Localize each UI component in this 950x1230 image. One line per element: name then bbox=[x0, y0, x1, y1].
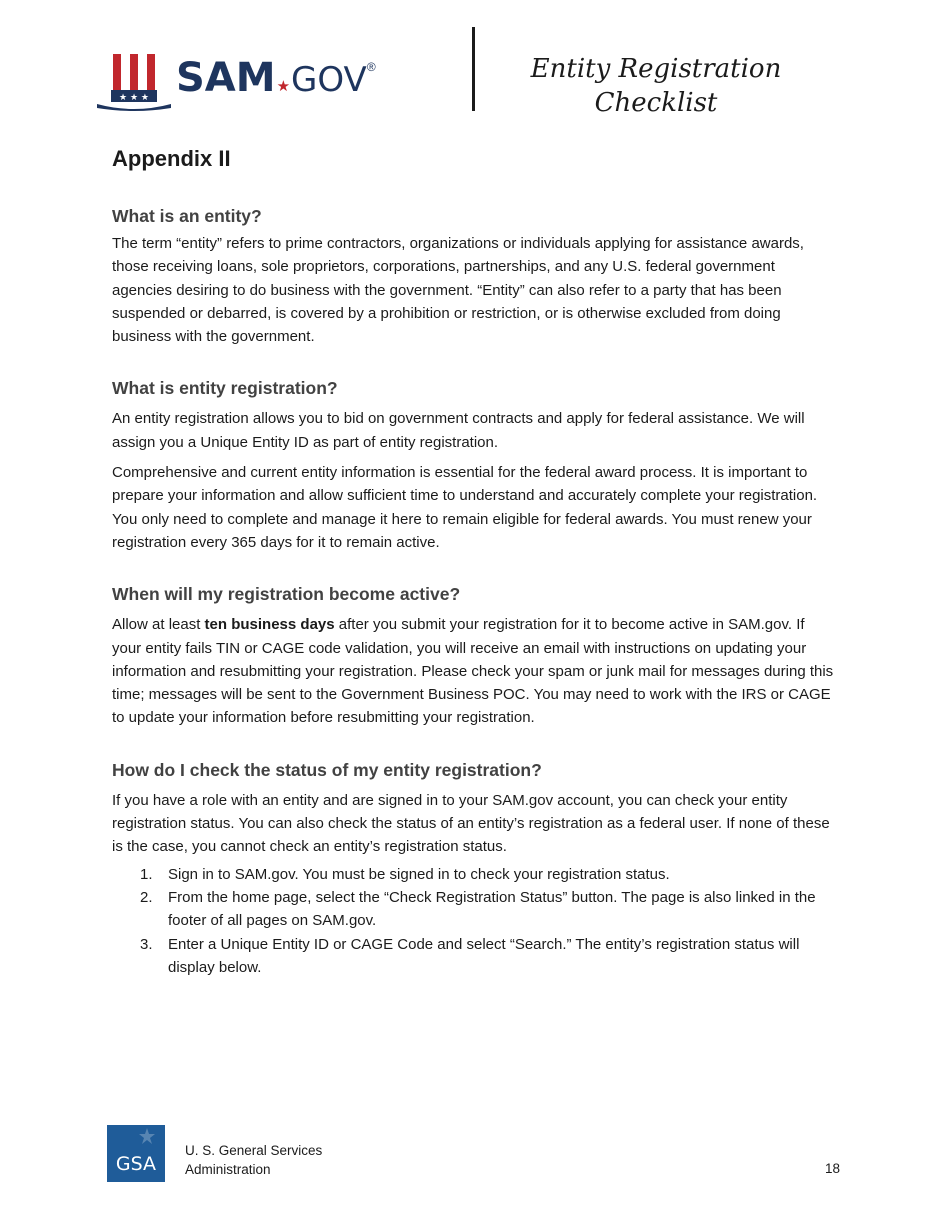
sam-gov-logo bbox=[96, 52, 376, 114]
gsa-star-icon bbox=[107, 1125, 167, 1182]
gsa-logo-text: GSA bbox=[115, 1153, 157, 1175]
steps-list bbox=[112, 863, 836, 979]
body-lead: Allow at least bbox=[112, 616, 205, 634]
section-heading: When will my registration become active? bbox=[112, 584, 461, 605]
section-registration-active bbox=[112, 582, 836, 729]
section-heading: What is an entity? bbox=[112, 206, 262, 226]
svg-text:★ ★ ★: ★ ★ ★ bbox=[119, 93, 149, 103]
list-item-number: 3. bbox=[140, 935, 153, 953]
body-rest: after you submit your registration for it to become active in SAM.gov. If your entity fails TIN or CAGE code validation, you will receive an email with instructions on updating your information and resubmitting your registration. Please check your spam or junk mail for messages during this time; messages will be sent to the Government Business POC. You may need to work with the IRS or CAGE to update your information before resubmitting your registration. bbox=[112, 616, 834, 727]
logo-star-icon: ★ bbox=[276, 78, 291, 95]
section-check-status bbox=[112, 758, 836, 979]
list-item bbox=[112, 863, 836, 886]
section-entity-registration bbox=[112, 376, 836, 554]
logo-sam-text: SAM bbox=[176, 55, 276, 101]
gsa-logo bbox=[107, 1125, 167, 1182]
list-item-text: Sign in to SAM.gov. You must be signed in to check your registration status. bbox=[168, 865, 670, 883]
list-item bbox=[112, 933, 836, 980]
registered-mark: ® bbox=[366, 60, 376, 74]
header-divider bbox=[472, 27, 475, 111]
section-body bbox=[112, 613, 836, 729]
section-body: An entity registration allows you to bid on government contracts and apply for federal assistance. We will assign you a Unique Entity ID as part of entity registration. bbox=[112, 410, 805, 451]
appendix-title: Appendix II bbox=[112, 146, 231, 171]
list-item bbox=[112, 886, 836, 933]
section-body: Comprehensive and current entity information is essential for the federal award process. It is important to prepare your information and allow sufficient time to understand and accurately complete your registration. You only need to complete and manage it here to remain eligible for federal awards. You must renew your registration every 365 days for it to remain active. bbox=[112, 464, 818, 551]
uncle-sam-hat-icon bbox=[96, 52, 172, 112]
section-body: If you have a role with an entity and are signed in to your SAM.gov account, you can check your entity registration status. You can also check the status of an entity’s registration as a federal user. If none of these is the case, you cannot check an entity’s registration status. bbox=[112, 791, 830, 856]
section-heading: How do I check the status of my entity registration? bbox=[112, 759, 542, 780]
section-what-is-entity bbox=[112, 204, 836, 348]
footer-org-line2: Administration bbox=[185, 1162, 271, 1177]
document-title-line1: Entity Registration bbox=[530, 54, 782, 84]
footer-organization bbox=[185, 1141, 322, 1179]
document-title-line2: Checklist bbox=[594, 88, 718, 118]
list-item-text: Enter a Unique Entity ID or CAGE Code and select “Search.” The entity’s registration status will display below. bbox=[168, 935, 800, 976]
page-number: 18 bbox=[824, 1161, 840, 1176]
list-item-text: From the home page, select the “Check Registration Status” button. The page is also linked in the footer of all pages on SAM.gov. bbox=[168, 888, 816, 930]
list-item-number: 1. bbox=[140, 865, 153, 883]
document-title bbox=[500, 52, 812, 120]
section-heading: What is entity registration? bbox=[112, 378, 338, 399]
main-content bbox=[112, 204, 836, 979]
footer-org-line1: U. S. General Services bbox=[185, 1143, 323, 1158]
body-emphasis: ten business days bbox=[204, 616, 335, 634]
section-body: The term “entity” refers to prime contractors, organizations or individuals applying for assistance awards, those receiving loans, sole proprietors, corporations, partnerships, and any U.S. federal government agencies desiring to do business with the government. “Entity” can also refer to a party that has been suspended or debarred, is covered by a prohibition or restriction, or is otherwise excluded from doing business with the government. bbox=[112, 235, 804, 346]
logo-gov-text: GOV bbox=[291, 60, 367, 100]
list-item-number: 2. bbox=[140, 888, 153, 906]
